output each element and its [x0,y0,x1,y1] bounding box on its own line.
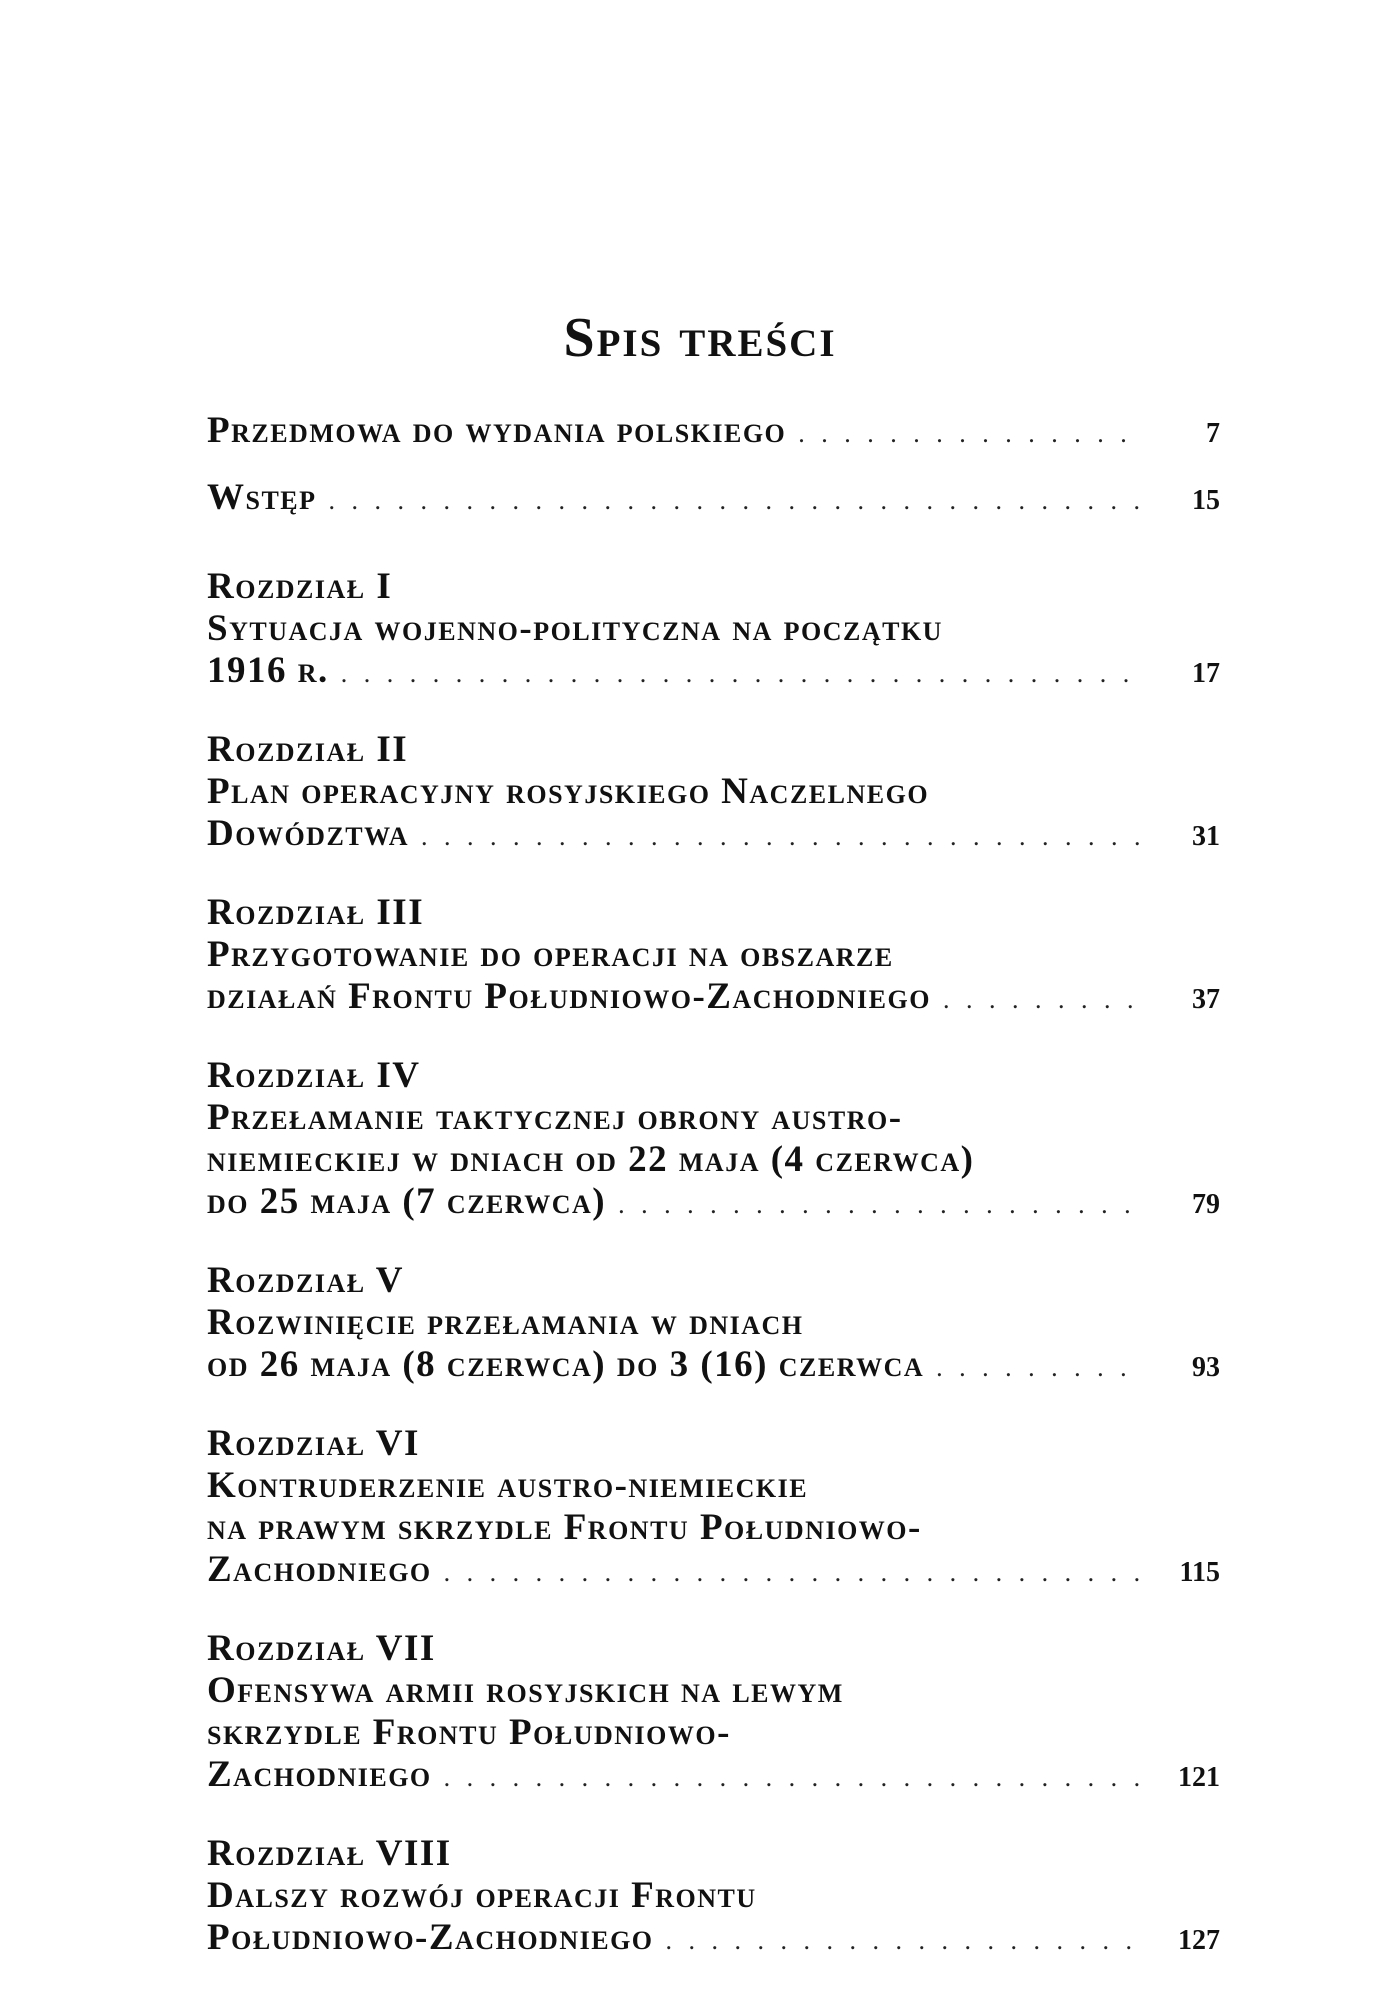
toc-entry-line [207,410,1220,455]
page-number: 79 [1192,1189,1220,1220]
chapter-title-line: Południowo-Zachodniego [207,1917,654,1958]
chapter-heading: Rozdział II [207,729,409,770]
chapter-heading: Rozdział III [207,892,425,933]
toc-entry-line [207,1917,1220,1962]
toc-entry-line [207,976,1220,1021]
page-number: 31 [1192,821,1220,852]
toc-entry-chapter-3[interactable] [207,892,1220,1021]
chapter-title-line: niemieckiej w dniach od 22 maja (4 czerwca) [207,1139,975,1180]
page-number: 37 [1192,984,1220,1015]
toc-entry-line [207,1549,1220,1594]
toc-entry-chapter-2[interactable] [207,729,1220,858]
toc-entry-line [207,477,1220,522]
page-number: 15 [1192,485,1220,516]
chapter-title-line: Zachodniego [207,1754,432,1795]
chapter-heading: Rozdział VII [207,1628,436,1669]
toc-entry-line [207,1344,1220,1389]
chapter-title-line: do 25 maja (7 czerwca) [207,1181,607,1222]
chapter-title-line: 1916 r. [207,650,329,691]
chapter-heading: Rozdział VIII [207,1833,452,1874]
dot-leader [341,653,1140,695]
toc-entry-line [207,650,1220,695]
toc-entry-preface[interactable] [207,410,1220,455]
chapter-title-line: od 26 maja (8 czerwca) do 3 (16) czerwca [207,1344,925,1385]
chapter-title-line: Dalszy rozwój operacji Frontu [207,1875,757,1916]
dot-leader [421,816,1140,858]
toc-entry-chapter-8[interactable] [207,1833,1220,1962]
dot-leader [666,1920,1140,1962]
toc-entry-line [207,1181,1220,1226]
dot-leader [936,1347,1140,1389]
chapter-title-line: działań Frontu Południowo-Zachodniego [207,976,931,1017]
dot-leader [798,413,1140,455]
chapter-title-line: Przygotowanie do operacji na obszarze [207,934,894,975]
toc-entry-introduction[interactable] [207,477,1220,522]
dot-leader [444,1757,1140,1799]
chapter-title-line: Dowództwa [207,813,410,854]
chapter-title-line: Plan operacyjny rosyjskiego Naczelnego [207,771,930,812]
toc-entry-title: Wstęp [207,477,317,518]
toc-entry-chapter-7[interactable] [207,1628,1220,1799]
chapter-title-line: Ofensywa armii rosyjskich na lewym [207,1670,844,1711]
page-number: 115 [1179,1557,1220,1588]
dot-leader [329,480,1140,522]
chapter-title-line: Sytuacja wojenno-polityczna na początku [207,608,943,649]
page-number: 93 [1192,1352,1220,1383]
chapter-title-line: skrzydle Frontu Południowo- [207,1712,731,1753]
dot-leader [618,1184,1140,1226]
chapter-heading: Rozdział I [207,566,393,607]
dot-leader [444,1552,1140,1594]
toc-entry-line [207,813,1220,858]
chapter-title-line: Przełamanie taktycznej obrony austro- [207,1097,903,1138]
page-number: 17 [1192,658,1220,689]
dot-leader [943,979,1140,1021]
chapter-heading: Rozdział IV [207,1055,421,1096]
toc-entry-chapter-5[interactable] [207,1260,1220,1389]
chapter-title-line: Zachodniego [207,1549,432,1590]
page-number: 127 [1178,1925,1220,1956]
chapter-title-line: Rozwinięcie przełamania w dniach [207,1302,804,1343]
toc-entry-chapter-6[interactable] [207,1423,1220,1594]
table-of-contents [207,410,1220,1962]
page-title: Spis treści [563,306,837,369]
chapter-title-line: na prawym skrzydle Frontu Południowo- [207,1507,922,1548]
chapter-heading: Rozdział VI [207,1423,420,1464]
chapter-heading: Rozdział V [207,1260,404,1301]
toc-entry-title: Przedmowa do wydania polskiego [207,410,787,451]
chapter-title-line: Kontruderzenie austro-niemieckie [207,1465,809,1506]
toc-entry-chapter-4[interactable] [207,1055,1220,1226]
page-number: 7 [1206,418,1220,449]
page-number: 121 [1178,1762,1220,1793]
toc-entry-line [207,1754,1220,1799]
toc-entry-chapter-1[interactable] [207,566,1220,695]
